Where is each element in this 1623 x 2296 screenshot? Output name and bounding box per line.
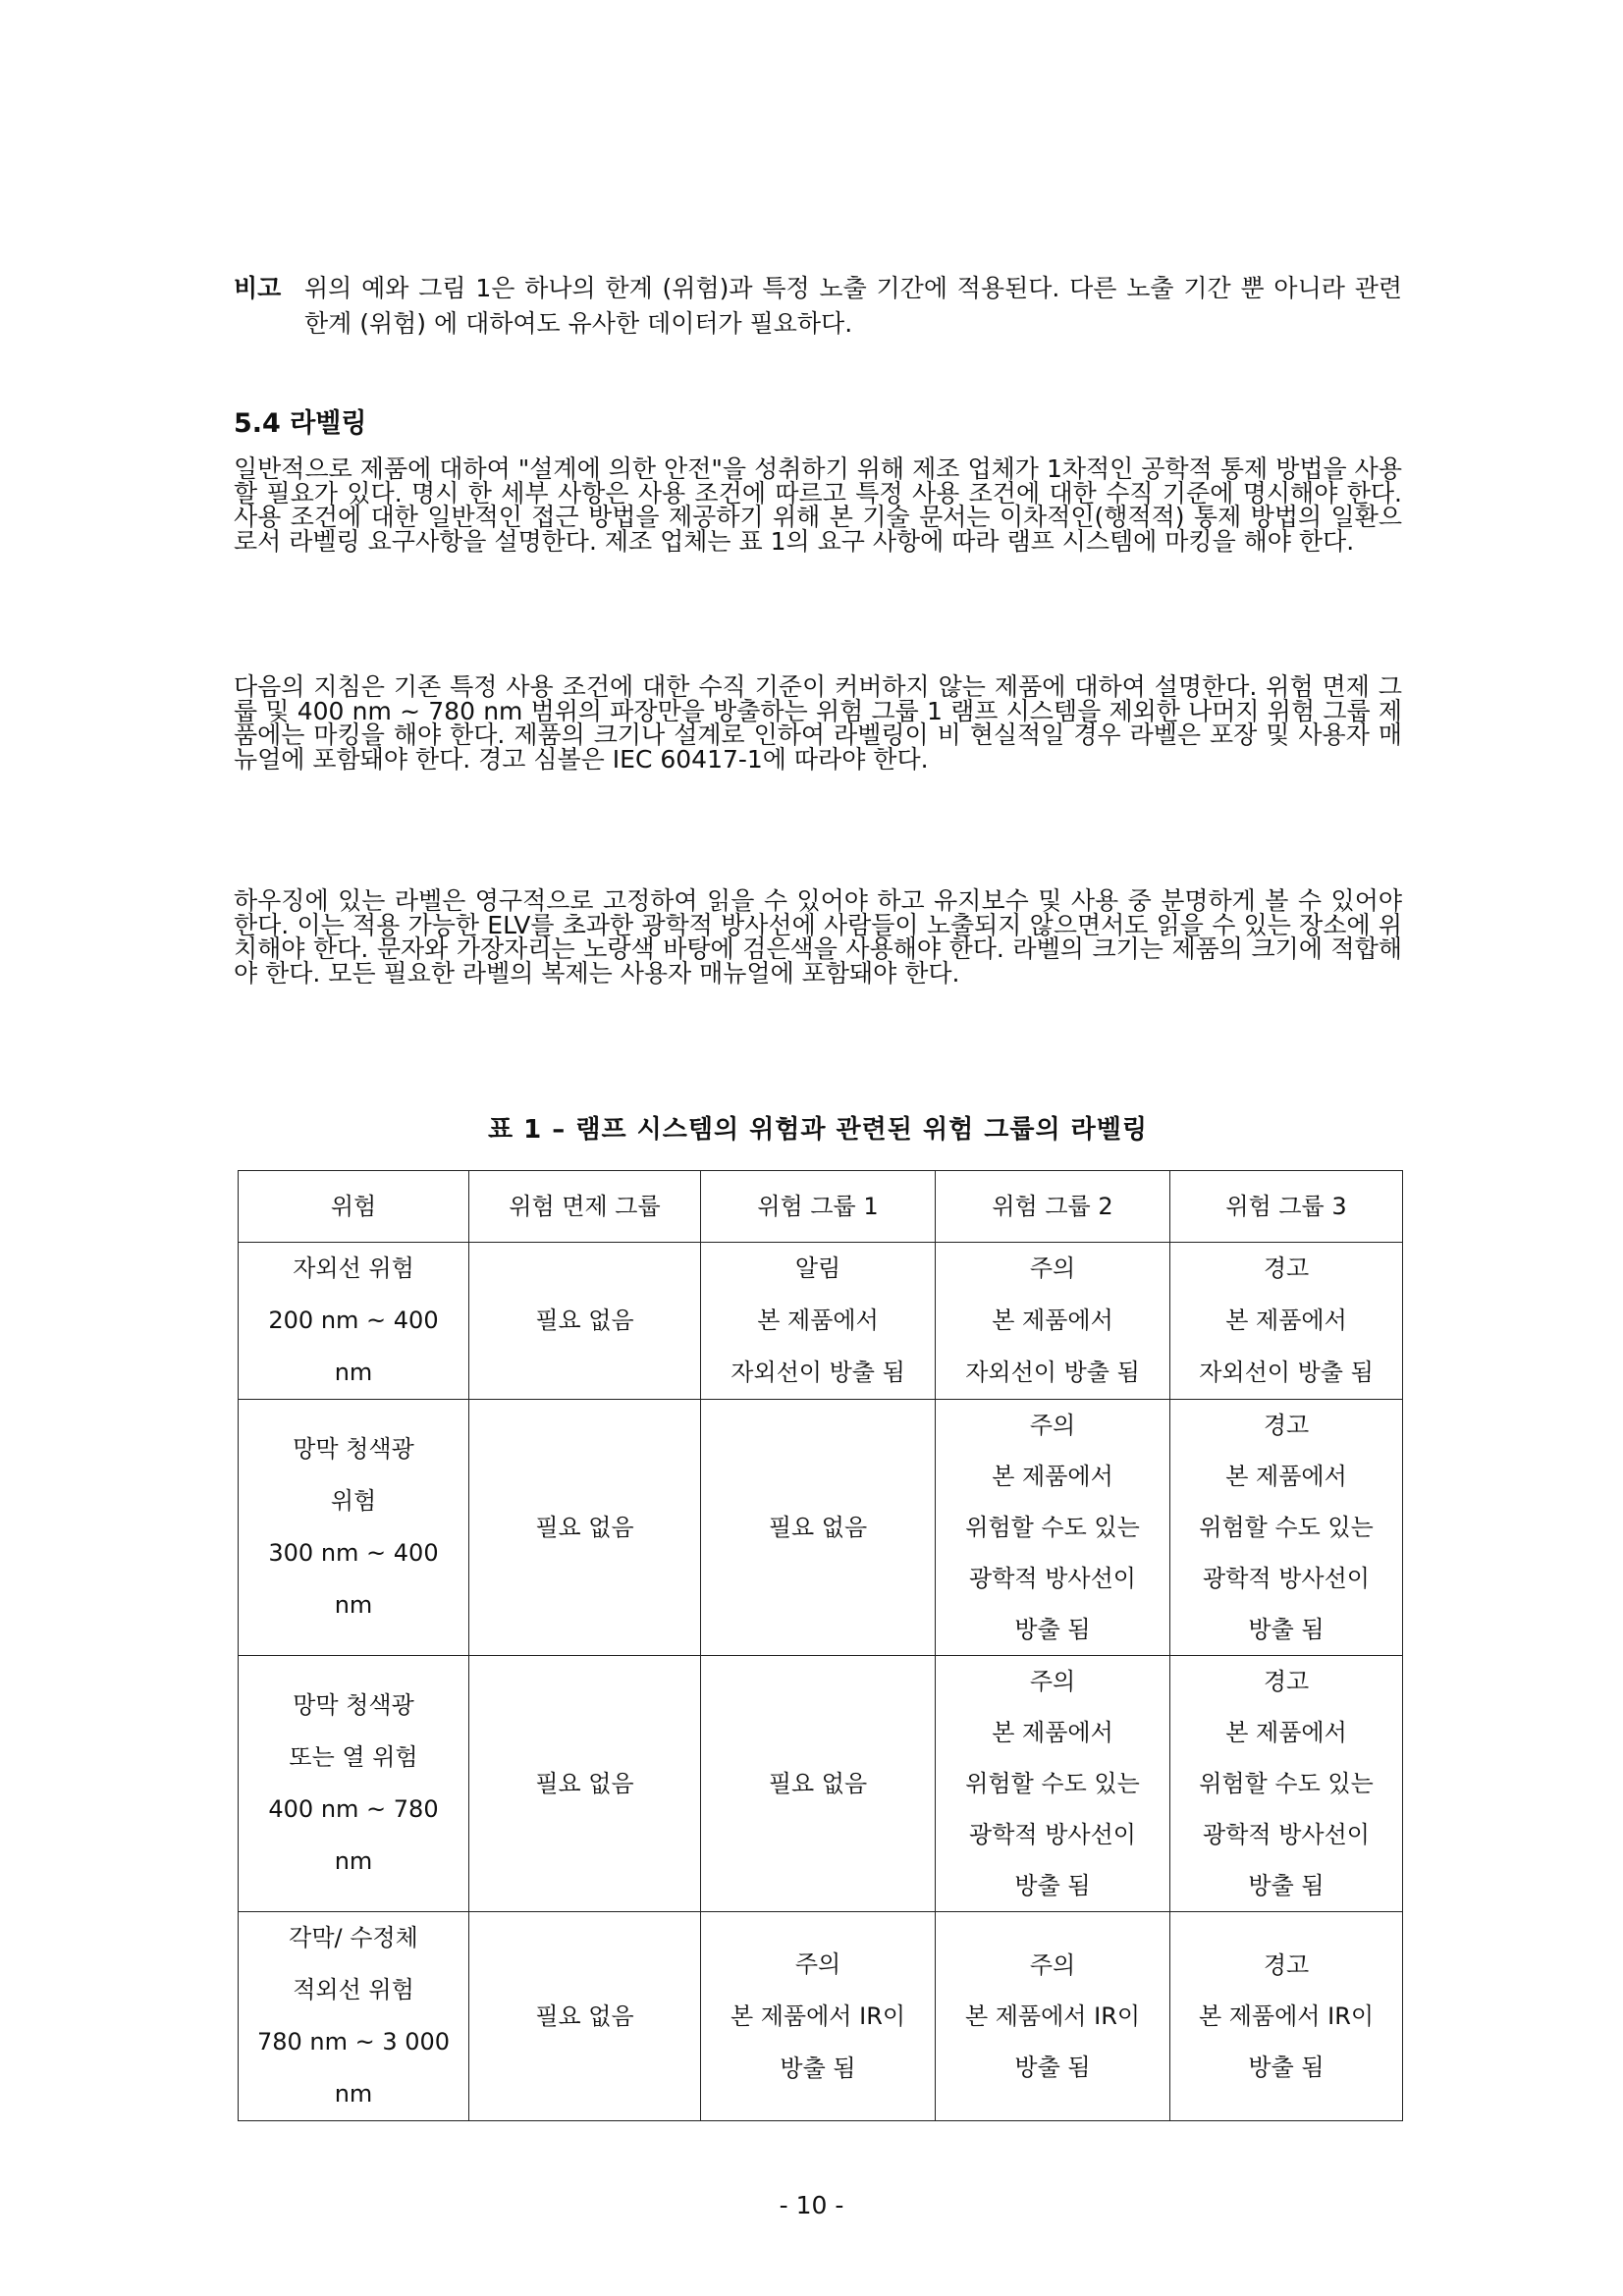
- cell-risk-group-2: [936, 1400, 1170, 1656]
- cell-line: 본 제품에서: [992, 1719, 1113, 1746]
- cell-line: 위험: [330, 1487, 377, 1515]
- cell-line: 본 제품에서: [992, 1307, 1113, 1334]
- cell-risk-group-3: [1170, 1912, 1403, 2121]
- cell-line: 필요 없음: [535, 1513, 634, 1541]
- cell-line: 본 제품에서: [1225, 1719, 1347, 1746]
- cell-line: 위험할 수도 있는: [965, 1514, 1140, 1541]
- cell-line: nm: [334, 1847, 373, 1875]
- table-caption: 표 1 – 램프 시스템의 위험과 관련된 위험 그룹의 라벨링: [488, 1115, 1148, 1145]
- cell-line: 경고: [1263, 1668, 1310, 1695]
- cell-line: 필요 없음: [535, 1769, 634, 1797]
- cell-hazard: [239, 1243, 469, 1400]
- cell-line: 필요 없음: [535, 2002, 634, 2030]
- cell-line: 필요 없음: [768, 1513, 868, 1541]
- note-block: [234, 271, 1402, 342]
- section-heading: 5.4 라벨링: [234, 408, 367, 439]
- cell-risk-group-1: [701, 1912, 936, 2121]
- cell-line: 주의: [1029, 1951, 1076, 1979]
- cell-line: 위험할 수도 있는: [965, 1770, 1140, 1797]
- cell-line: 또는 열 위험: [289, 1743, 418, 1771]
- table-row: [239, 1656, 1403, 1912]
- cell-line: 본 제품에서: [757, 1307, 879, 1334]
- cell-line: 경고: [1263, 1255, 1310, 1282]
- header-exempt-group: 위험 면제 그룹: [469, 1171, 701, 1243]
- cell-line: 위험할 수도 있는: [1199, 1770, 1374, 1797]
- cell-line: 주의: [1029, 1255, 1076, 1282]
- paragraph-2: 다음의 지침은 기존 특정 사용 조건에 대한 수직 기준이 커버하지 않는 제품에 대하여 설명한다. 위험 면제 그룹 및 400 nm ~ 780 nm 범위의 파장만을 방출하는 위험 그룹 1 램프 시스템을 제외한 나머지 위험 그룹 제품에는 마킹을 해야 한다. 제품의 크기나 설계로 인하여 라벨링이 비 현실적일 경우 라벨은 포장 및 사용자 매뉴얼에 포함돼야 한다. 경고 심볼은 IEC 60417-1에 따라야 한다.: [234, 672, 1402, 774]
- note-text: 위의 예와 그림 1은 하나의 한계 (위험)과 특정 노출 기간에 적용된다. 다른 노출 기간 뿐 아니라 관련 한계 (위험) 에 대하여도 유사한 데이터가 필요하다.: [304, 274, 1402, 338]
- header-risk-group-3: 위험 그룹 3: [1170, 1171, 1403, 1243]
- cell-hazard: [239, 1912, 469, 2121]
- cell-line: 경고: [1263, 1951, 1310, 1979]
- cell-risk-group-2: [936, 1912, 1170, 2121]
- cell-line: 방출 됨: [1248, 2054, 1325, 2081]
- cell-line: 200 nm ~ 400: [268, 1307, 439, 1334]
- cell-line: 적외선 위험: [293, 1976, 414, 2003]
- cell-line: nm: [334, 1359, 373, 1386]
- cell-line: 주의: [1029, 1412, 1076, 1439]
- cell-line: 방출 됨: [1014, 1872, 1091, 1899]
- cell-risk-group-3: [1170, 1400, 1403, 1656]
- cell-risk-group-3: [1170, 1656, 1403, 1912]
- cell-line: 각막/ 수정체: [289, 1924, 418, 1951]
- cell-line: 위험할 수도 있는: [1199, 1514, 1374, 1541]
- header-risk-group-2: 위험 그룹 2: [936, 1171, 1170, 1243]
- cell-line: 경고: [1263, 1412, 1310, 1439]
- table-header-row: [239, 1171, 1403, 1243]
- header-risk-group-1: 위험 그룹 1: [701, 1171, 936, 1243]
- header-hazard: 위험: [239, 1171, 469, 1243]
- cell-risk-group-2: [936, 1243, 1170, 1400]
- cell-line: 자외선이 방출 됨: [965, 1359, 1140, 1386]
- table-row: [239, 1912, 1403, 2121]
- table-row: [239, 1243, 1403, 1400]
- cell-risk-group-1: [701, 1400, 936, 1656]
- cell-line: 광학적 방사선이: [1203, 1565, 1370, 1592]
- cell-line: 망막 청색광: [293, 1435, 414, 1463]
- cell-line: 자외선이 방출 됨: [1199, 1359, 1374, 1386]
- cell-line: 필요 없음: [768, 1769, 868, 1797]
- cell-line: 광학적 방사선이: [969, 1565, 1136, 1592]
- cell-line: 필요 없음: [535, 1307, 634, 1334]
- cell-line: 방출 됨: [780, 2054, 856, 2082]
- cell-risk-group-3: [1170, 1243, 1403, 1400]
- cell-line: 본 제품에서: [1225, 1307, 1347, 1334]
- cell-hazard: [239, 1400, 469, 1656]
- cell-line: 본 제품에서 IR이: [1198, 2002, 1375, 2030]
- cell-line: 자외선이 방출 됨: [730, 1359, 905, 1386]
- page-number: - 10 -: [779, 2191, 844, 2219]
- cell-line: 주의: [794, 1949, 841, 1978]
- cell-line: 광학적 방사선이: [969, 1821, 1136, 1848]
- cell-exempt-group: [469, 1912, 701, 2121]
- cell-line: 광학적 방사선이: [1203, 1821, 1370, 1848]
- cell-exempt-group: [469, 1243, 701, 1400]
- table-row: [239, 1400, 1403, 1656]
- paragraph-3: 하우징에 있는 라벨은 영구적으로 고정하여 읽을 수 있어야 하고 유지보수 및 사용 중 분명하게 볼 수 있어야 한다. 이는 적용 가능한 ELV를 초과한 광학적 방사선에 사람들이 노출되지 않으면서도 읽을 수 있는 장소에 위치해야 한다. 문자와 가장자리는 노랑색 바탕에 검은색을 사용해야 한다. 라벨의 크기는 제품의 크기에 적합해야 한다. 모든 필요한 라벨의 복제는 사용자 매뉴얼에 포함돼야 한다.: [234, 886, 1402, 988]
- labeling-table: [238, 1170, 1403, 2121]
- cell-line: 400 nm ~ 780: [268, 1795, 439, 1823]
- cell-line: 주의: [1029, 1668, 1076, 1695]
- cell-line: 300 nm ~ 400: [268, 1539, 439, 1567]
- cell-risk-group-1: [701, 1656, 936, 1912]
- cell-line: 망막 청색광: [293, 1691, 414, 1719]
- paragraph-1: 일반적으로 제품에 대하여 "설계에 의한 안전"을 성취하기 위해 제조 업체가 1차적인 공학적 통제 방법을 사용 할 필요가 있다. 명시 한 세부 사항은 사용 조건에 따르고 특정 사용 조건에 대한 수직 기준에 명시해야 한다. 사용 조건에 대한 일반적인 접근 방법을 제공하기 위해 본 기술 문서는 이차적인(행적적) 통제 방법의 일환으로서 라벨링 요구사항을 설명한다. 제조 업체는 표 1의 요구 사항에 따라 램프 시스템에 마킹을 해야 한다.: [234, 454, 1402, 556]
- cell-line: 자외선 위험: [293, 1255, 414, 1282]
- cell-hazard: [239, 1656, 469, 1912]
- cell-line: 본 제품에서: [992, 1463, 1113, 1490]
- cell-line: nm: [334, 2080, 373, 2108]
- cell-line: 방출 됨: [1248, 1616, 1325, 1643]
- cell-line: 본 제품에서 IR이: [730, 2002, 906, 2030]
- cell-line: 780 nm ~ 3 000: [256, 2028, 451, 2056]
- cell-line: 본 제품에서 IR이: [964, 2002, 1141, 2030]
- cell-risk-group-2: [936, 1656, 1170, 1912]
- note-label: 비고: [234, 274, 282, 302]
- cell-line: 알림: [794, 1255, 841, 1282]
- cell-line: 방출 됨: [1014, 1616, 1091, 1643]
- cell-risk-group-1: [701, 1243, 936, 1400]
- cell-exempt-group: [469, 1400, 701, 1656]
- cell-line: nm: [334, 1591, 373, 1619]
- cell-line: 방출 됨: [1014, 2054, 1091, 2081]
- cell-exempt-group: [469, 1656, 701, 1912]
- cell-line: 본 제품에서: [1225, 1463, 1347, 1490]
- cell-line: 방출 됨: [1248, 1872, 1325, 1899]
